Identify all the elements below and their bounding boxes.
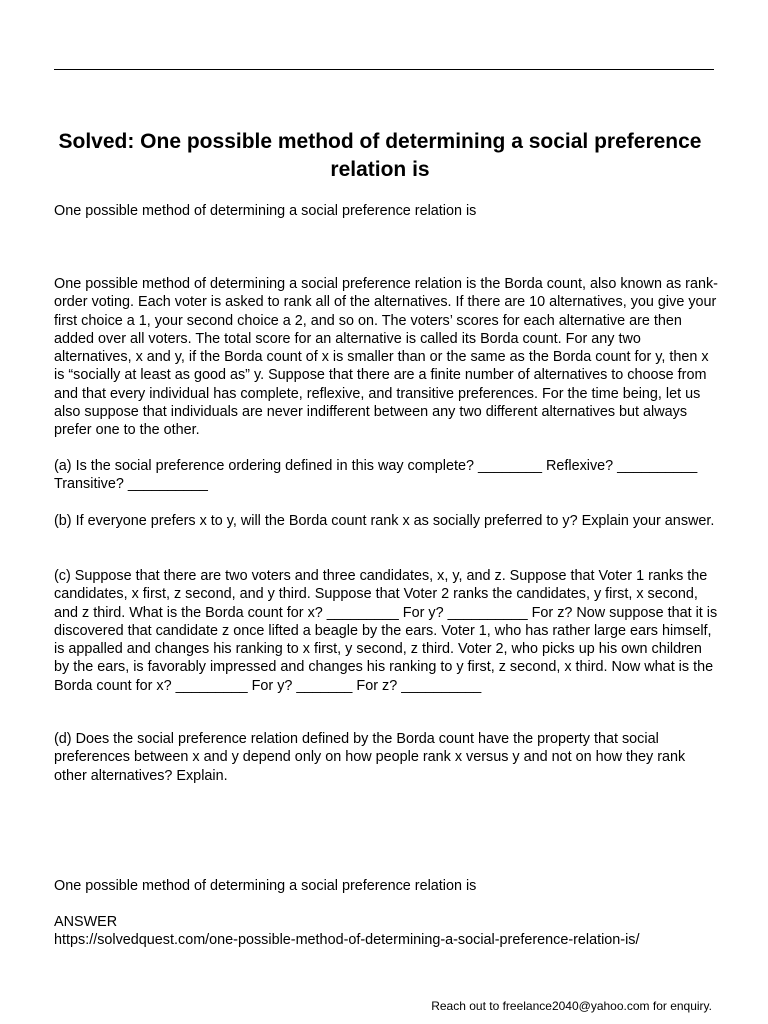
- question-d: (d) Does the social preference relation defined by the Borda count have the property that social preferences between x and y depend only on how people rank x versus y and not on how they rank other alternatives? Explain.: [54, 731, 686, 784]
- outro-paragraph: One possible method of determining a social preference relation is: [54, 878, 477, 894]
- header-rule: [54, 69, 714, 70]
- answer-label: ANSWER: [54, 914, 118, 930]
- question-b: (b) If everyone prefers x to y, will the Borda count rank x as socially preferred to y? Explain your answer.: [54, 513, 715, 529]
- intro-paragraph: One possible method of determining a social preference relation is: [54, 203, 477, 219]
- footer-contact: Reach out to freelance2040@yahoo.com for enquiry.: [431, 999, 712, 1013]
- page-title: Solved: One possible method of determining a social preference relation is: [58, 130, 702, 181]
- answer-link[interactable]: https://solvedquest.com/one-possible-method-of-determining-a-social-preference-relation-is/: [54, 932, 640, 948]
- body-paragraph: One possible method of determining a social preference relation is the Borda count, also known as rank-order voting. Each voter is asked to rank all of the alternatives. If there are 10 alternatives, you give your first choice a 1, your second choice a 2, and so on. The voters’ scores for each alternative are then added over all voters. The total score for an alternative is called its Borda count. For any two alternatives, x and y, if the Borda count of x is smaller than or the same as the Borda count for y, then x is “socially at least as good as” y. Suppose that there are a finite number of alternatives to choose from and that every individual has complete, reflexive, and transitive preferences. For the time being, let us also suppose that individuals are never indifferent between any two different alternatives but always prefer one to the other.: [54, 276, 718, 439]
- question-c: (c) Suppose that there are two voters and three candidates, x, y, and z. Suppose that Voter 1 ranks the candidates, x first, z second, and y third. Suppose that Voter 2 ranks the candidates, y first, x second, and z third. What is the Borda count for x? _________ For y? __________ For z? Now suppose that it is discovered that candidate z once lifted a beagle by the ears. Voter 1, who has rather large ears himself, is appalled and changes his ranking to x first, y second, z third. Voter 2, who picks up his own children by the ears, is favorably impressed and changes his ranking to y first, z second, x third. Now what is the Borda count for x? _________ For y? _______ For z? __________: [54, 568, 718, 694]
- question-a: (a) Is the social preference ordering defined in this way complete? ________ Reflexive? __________ Transitive? __________: [54, 458, 698, 493]
